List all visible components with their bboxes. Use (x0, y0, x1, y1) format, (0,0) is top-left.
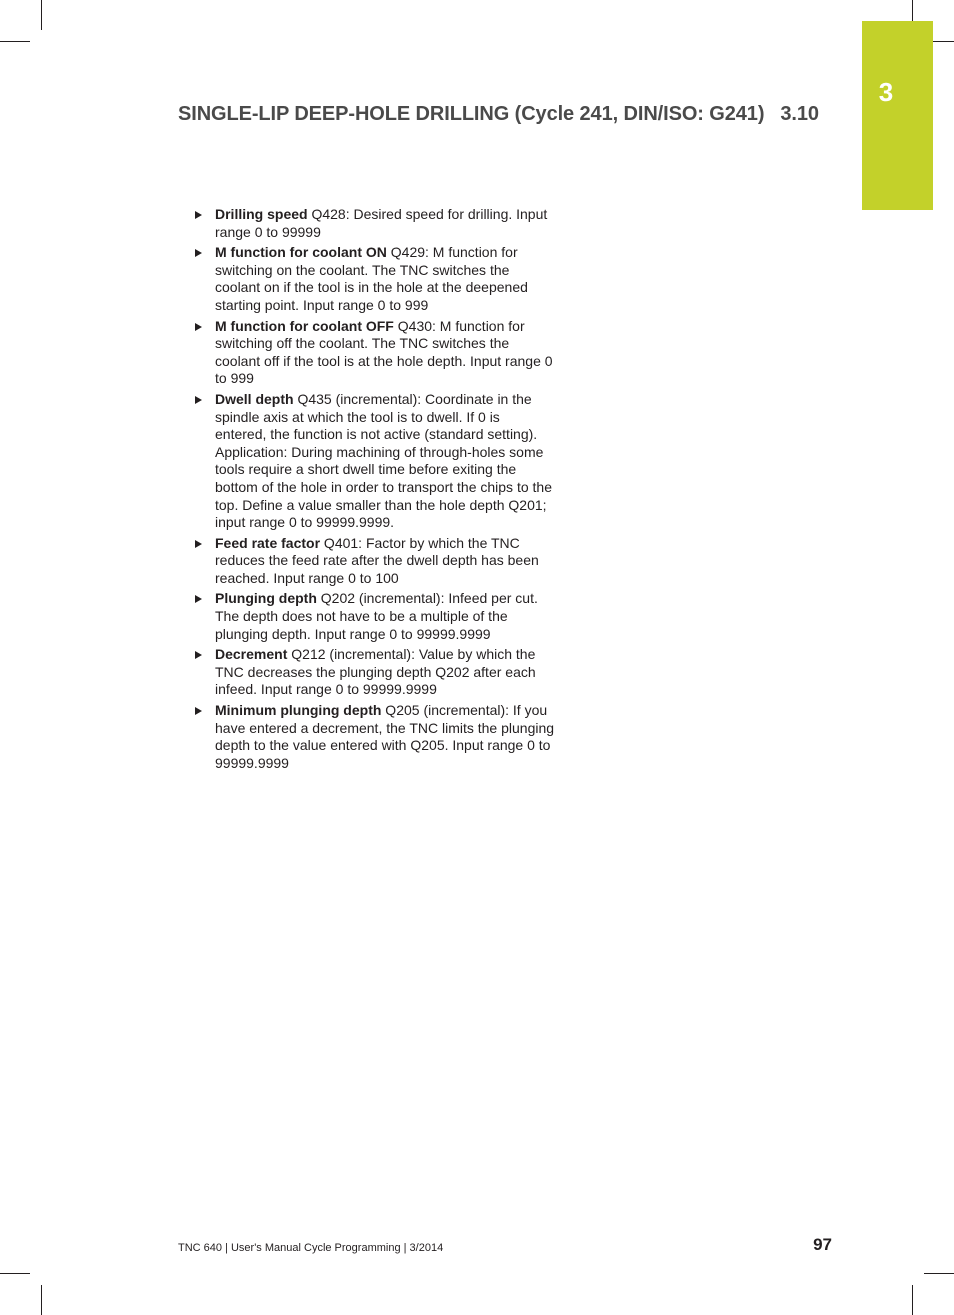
param-name: Minimum plunging depth (215, 702, 382, 719)
param-name: Decrement (215, 646, 288, 663)
list-item (193, 535, 555, 588)
chapter-tab (862, 21, 933, 210)
triangle-bullet-icon (195, 211, 202, 219)
crop-mark (912, 1285, 913, 1315)
param-desc: Q202 (incremental): Infeed per cut. The depth does not have to be a multiple of the plunging depth. Input range 0 to 99999.9999 (215, 590, 538, 642)
param-desc: Q401: Factor by which the TNC reduces the feed rate after the dwell depth has been reached. Input range 0 to 100 (215, 534, 539, 586)
parameter-list (193, 206, 555, 775)
crop-mark (41, 1285, 42, 1315)
section-number: 3.10 (780, 103, 819, 125)
triangle-bullet-icon (195, 707, 202, 715)
triangle-bullet-icon (195, 651, 202, 659)
list-item (193, 391, 555, 532)
list-item (193, 318, 555, 388)
triangle-bullet-icon (195, 323, 202, 331)
param-desc: Q212 (incremental): Value by which the TNC decreases the plunging depth Q202 after each infeed. Input range 0 to 99999.9999 (215, 646, 536, 698)
param-desc: Q429: M function for switching on the coolant. The TNC switches the coolant on if the tool is in the hole at the deepened starting point. Input range 0 to 999 (215, 244, 528, 313)
param-desc: Q430: M function for switching off the coolant. The TNC switches the coolant off if the tool is at the hole depth. Input range 0 to 999 (215, 317, 553, 387)
list-item (193, 206, 555, 241)
crop-mark (924, 1273, 954, 1274)
triangle-bullet-icon (195, 540, 202, 548)
chapter-number: 3 (878, 77, 894, 107)
param-name: M function for coolant OFF (215, 317, 394, 334)
param-name: Feed rate factor (215, 534, 321, 551)
triangle-bullet-icon (195, 595, 202, 603)
param-name: Plunging depth (215, 590, 317, 607)
param-name: Dwell depth (215, 390, 294, 407)
crop-mark (0, 41, 30, 42)
page-number: 97 (813, 1235, 832, 1254)
footer-text: TNC 640 | User's Manual Cycle Programming | 3/2014 (178, 1242, 444, 1254)
list-item (193, 702, 555, 772)
param-name: Drilling speed (215, 206, 308, 222)
running-head (178, 103, 838, 126)
crop-mark (0, 1273, 30, 1274)
list-item (193, 646, 555, 699)
param-desc: Q205 (incremental): If you have entered a decrement, the TNC limits the plunging depth to the value entered with Q205. Input range 0 to 99999.9999 (215, 702, 555, 771)
param-desc: Q435 (incremental): Coordinate in the spindle axis at which the tool is to dwell. If 0 is entered, the function is not active (standard setting). Application: During machining of through-holes some tools require a short dwell time before exiting the bottom of the hole in order to transport the chips to the top. Define a value smaller than the hole depth Q201; input range 0 to 99999.9999. (215, 390, 552, 531)
triangle-bullet-icon (195, 249, 202, 257)
triangle-bullet-icon (195, 396, 202, 404)
list-item (193, 590, 555, 643)
list-item (193, 244, 555, 314)
param-name: M function for coolant ON (215, 244, 387, 261)
param-desc: Q428: Desired speed for drilling. Input range 0 to 99999 (215, 206, 548, 240)
section-title: SINGLE-LIP DEEP-HOLE DRILLING (Cycle 241, DIN/ISO: G241) (178, 103, 765, 125)
crop-mark (41, 0, 42, 30)
